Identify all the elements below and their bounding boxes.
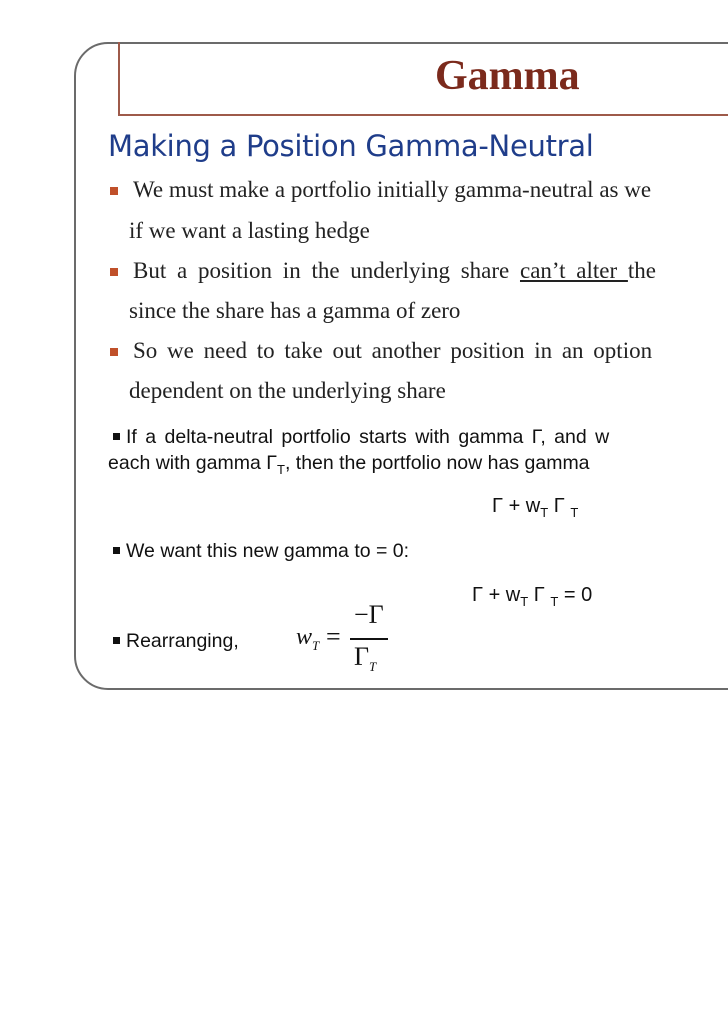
lhs-variable: w bbox=[296, 624, 313, 650]
formula-2-part-a: Γ + w bbox=[472, 584, 521, 606]
bullet-3-line-2: dependent on the underlying share bbox=[129, 378, 446, 403]
title-box bbox=[118, 42, 728, 116]
formula-portfolio-gamma bbox=[492, 495, 578, 520]
bullet-1-line-1: We must make a portfolio initially gamma-neutral as we bbox=[133, 177, 652, 202]
formula-1-part-b: Γ bbox=[548, 495, 571, 517]
statement-1-sub: T bbox=[276, 461, 285, 477]
statement-1-line-1 bbox=[113, 426, 609, 449]
bullet-2-line-1 bbox=[133, 258, 656, 284]
slide-subtitle: Making a Position Gamma-Neutral bbox=[108, 129, 594, 163]
bullet-1-line-2: if we want a lasting hedge bbox=[129, 218, 370, 243]
statement-1-text: If a delta-neutral portfolio starts with gamma Γ, and w bbox=[126, 426, 610, 448]
statement-1-marker bbox=[113, 433, 120, 440]
statement-2 bbox=[113, 540, 409, 563]
formula-1-part-a: Γ + w bbox=[492, 495, 541, 517]
bullet-3-line-1: So we need to take out another position in an option bbox=[133, 338, 653, 363]
formula-2-part-b: Γ bbox=[528, 584, 551, 606]
fraction-bar bbox=[350, 638, 388, 640]
statement-1-line-2b: , then the portfolio now has gamma bbox=[284, 452, 590, 474]
fraction-numerator: −Γ bbox=[354, 600, 384, 629]
bullet-marker-2 bbox=[110, 268, 118, 276]
statement-3 bbox=[113, 630, 239, 653]
formula-gamma-zero bbox=[472, 584, 592, 609]
equals-sign: = bbox=[326, 622, 341, 651]
statement-2-marker bbox=[113, 547, 120, 554]
lhs-subscript: T bbox=[312, 637, 320, 653]
bullet-2-underlined: can’t alter bbox=[519, 258, 628, 283]
slide-title: Gamma bbox=[435, 53, 580, 99]
statement-1-line-2 bbox=[108, 452, 590, 477]
formula-1-sub-1: T bbox=[540, 505, 549, 520]
formula-1-sub-2: T bbox=[570, 505, 579, 520]
fraction-denominator bbox=[354, 642, 376, 675]
bullet-2-text-a: But a position in the underlying share bbox=[133, 258, 520, 283]
bullet-2-line-2: since the share has a gamma of zero bbox=[129, 298, 461, 323]
formula-2-sub-2: T bbox=[550, 594, 559, 609]
formula-2-sub-1: T bbox=[520, 594, 529, 609]
formula-2-end: = 0 bbox=[558, 584, 593, 606]
rearranged-lhs bbox=[296, 624, 319, 654]
bullet-2-text-c: the bbox=[627, 258, 657, 283]
denominator-subscript: T bbox=[369, 659, 377, 675]
statement-2-text: We want this new gamma to = 0: bbox=[126, 540, 410, 562]
statement-1-line-2a: each with gamma Γ bbox=[108, 452, 277, 474]
bullet-marker-3 bbox=[110, 348, 118, 356]
statement-3-marker bbox=[113, 637, 120, 644]
statement-3-text: Rearranging, bbox=[126, 630, 239, 652]
denominator-gamma: Γ bbox=[354, 642, 370, 671]
bullet-marker-1 bbox=[110, 187, 118, 195]
